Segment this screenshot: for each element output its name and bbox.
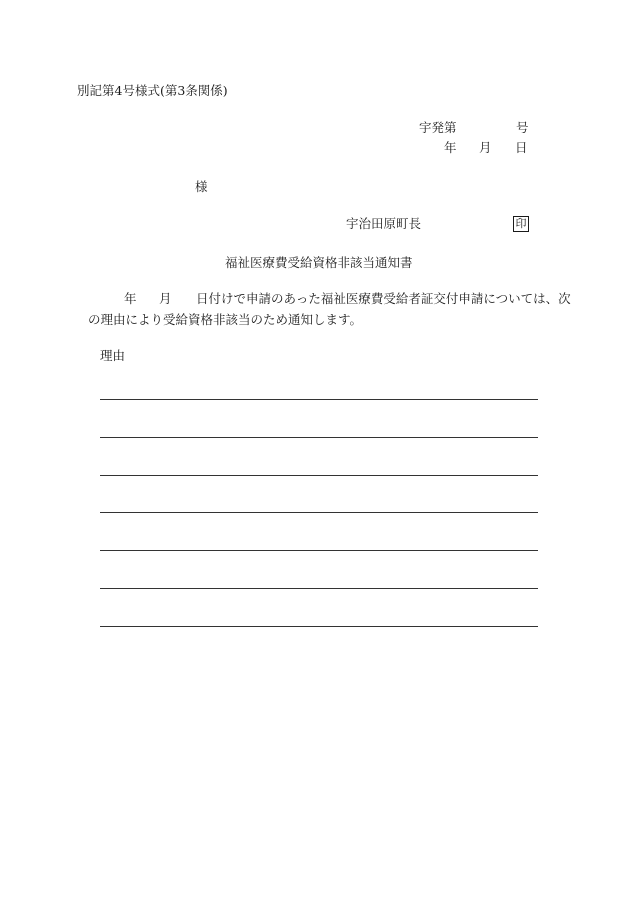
body-text-line-2: の理由により受給資格非該当のため通知します。 <box>88 312 363 327</box>
document-number-prefix: 宇発第 <box>419 120 457 135</box>
body-month-label: 月 <box>159 291 172 306</box>
date-month-label: 月 <box>479 140 492 155</box>
date-year-label: 年 <box>444 140 457 155</box>
issuer-name: 宇治田原町長 <box>346 216 422 231</box>
recipient-honorific: 様 <box>195 179 208 194</box>
reason-line <box>100 626 538 627</box>
reason-line <box>100 475 538 476</box>
reason-line <box>100 550 538 551</box>
document-number-suffix: 号 <box>516 120 529 135</box>
form-reference: 別記第4号様式(第3条関係) <box>77 83 228 98</box>
reason-line <box>100 588 538 589</box>
reason-line <box>100 399 538 400</box>
reason-label: 理由 <box>100 348 126 363</box>
reason-line <box>100 512 538 513</box>
reason-line <box>100 437 538 438</box>
document-title: 福祉医療費受給資格非該当通知書 <box>225 255 413 270</box>
seal-mark: 印 <box>513 216 529 232</box>
date-day-label: 日 <box>515 140 528 155</box>
body-year-label: 年 <box>124 291 137 306</box>
body-text-line-1: 日付けで申請のあった福祉医療費受給者証交付申請については、次 <box>196 291 571 306</box>
